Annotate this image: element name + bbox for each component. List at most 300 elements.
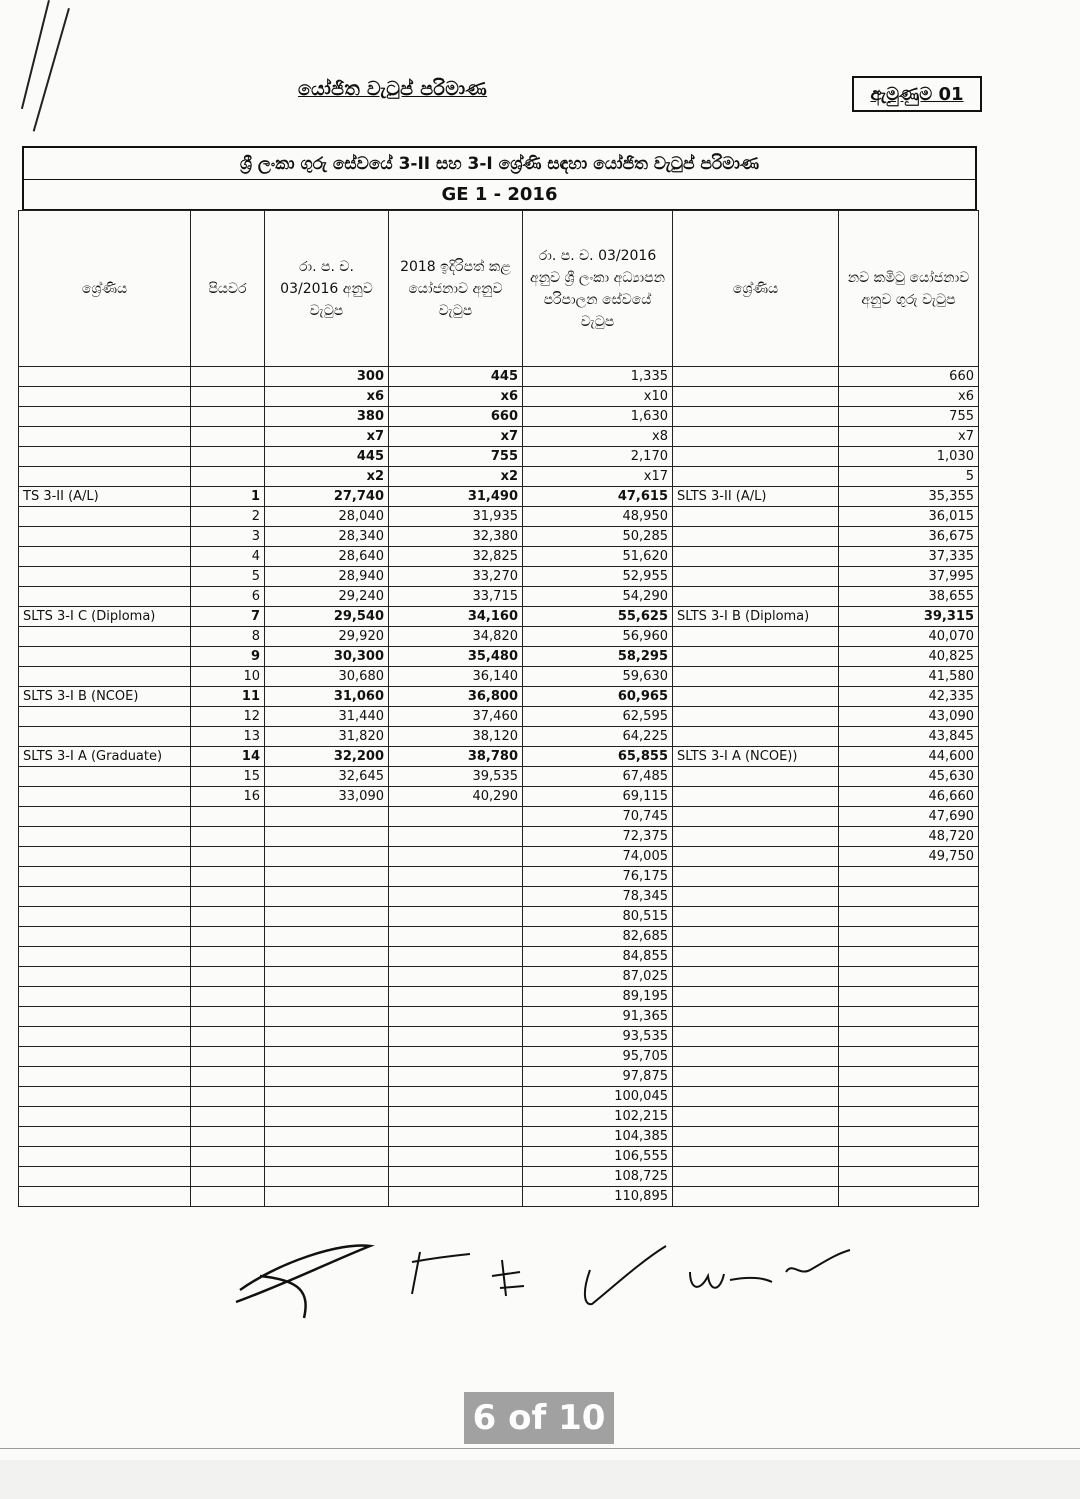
table-cell — [19, 847, 191, 867]
table-cell — [265, 1047, 389, 1067]
table-cell — [673, 787, 839, 807]
table-cell — [673, 807, 839, 827]
table-cell: x17 — [523, 467, 673, 487]
table-cell: 44,600 — [839, 747, 979, 767]
table-cell: 72,375 — [523, 827, 673, 847]
table-cell — [191, 807, 265, 827]
table-cell — [389, 1127, 523, 1147]
table-cell: 48,950 — [523, 507, 673, 527]
table-cell — [839, 1127, 979, 1147]
table-cell: 1,630 — [523, 407, 673, 427]
table-cell: TS 3-II (A/L) — [19, 487, 191, 507]
table-cell — [389, 847, 523, 867]
table-cell — [673, 1187, 839, 1207]
table-cell — [19, 947, 191, 967]
table-row — [19, 687, 979, 707]
table-cell — [389, 907, 523, 927]
table-cell — [673, 467, 839, 487]
table-cell — [389, 1087, 523, 1107]
table-cell — [673, 727, 839, 747]
table-cell — [839, 1067, 979, 1087]
table-cell: 67,485 — [523, 767, 673, 787]
table-cell: 4 — [191, 547, 265, 567]
table-cell — [19, 667, 191, 687]
table-cell — [839, 1087, 979, 1107]
table-cell — [673, 687, 839, 707]
table-cell — [265, 927, 389, 947]
table-cell: 100,045 — [523, 1087, 673, 1107]
table-cell: 89,195 — [523, 987, 673, 1007]
table-cell — [19, 1007, 191, 1027]
table-cell — [389, 1067, 523, 1087]
table-cell: 104,385 — [523, 1127, 673, 1147]
table-cell: x6 — [839, 387, 979, 407]
table-cell: x7 — [389, 427, 523, 447]
table-cell: 38,780 — [389, 747, 523, 767]
table-cell: 31,820 — [265, 727, 389, 747]
table-cell: 13 — [191, 727, 265, 747]
table-cell — [191, 1127, 265, 1147]
table-cell — [673, 967, 839, 987]
table-cell — [191, 827, 265, 847]
table-row — [19, 1167, 979, 1187]
table-cell: 58,295 — [523, 647, 673, 667]
header-slaes-salary: රා. ප. ච. 03/2016 අනුව ශ්‍රී ලංකා අධ්‍යාපන පරිපාලන සේවයේ වැටුප — [523, 211, 673, 367]
table-subtitle: GE 1 - 2016 — [22, 180, 977, 210]
table-cell: SLTS 3-I C (Diploma) — [19, 607, 191, 627]
table-cell — [673, 907, 839, 927]
table-cell: 38,120 — [389, 727, 523, 747]
table-cell — [265, 947, 389, 967]
table-cell: 14 — [191, 747, 265, 767]
table-cell: 45,630 — [839, 767, 979, 787]
table-cell — [19, 1087, 191, 1107]
table-cell — [19, 407, 191, 427]
table-cell: 70,745 — [523, 807, 673, 827]
table-cell: 29,240 — [265, 587, 389, 607]
table-cell — [839, 907, 979, 927]
table-cell: 300 — [265, 367, 389, 387]
table-cell: x7 — [265, 427, 389, 447]
table-cell — [19, 1167, 191, 1187]
table-cell — [191, 1107, 265, 1127]
table-cell: 33,090 — [265, 787, 389, 807]
table-cell: 27,740 — [265, 487, 389, 507]
table-cell — [191, 1087, 265, 1107]
table-cell: 37,995 — [839, 567, 979, 587]
table-row — [19, 907, 979, 927]
table-cell: 660 — [389, 407, 523, 427]
table-cell: 1,030 — [839, 447, 979, 467]
table-cell — [389, 1047, 523, 1067]
table-cell: 31,060 — [265, 687, 389, 707]
table-row — [19, 927, 979, 947]
table-row — [19, 647, 979, 667]
table-row — [19, 827, 979, 847]
table-cell: 2,170 — [523, 447, 673, 467]
table-cell — [19, 387, 191, 407]
table-cell — [673, 407, 839, 427]
table-cell: 52,955 — [523, 567, 673, 587]
table-cell: 36,140 — [389, 667, 523, 687]
table-cell — [839, 1167, 979, 1187]
page-footer-band — [0, 1460, 1080, 1499]
table-cell — [389, 1187, 523, 1207]
table-cell: 28,040 — [265, 507, 389, 527]
table-cell: 108,725 — [523, 1167, 673, 1187]
table-cell — [673, 527, 839, 547]
table-cell — [19, 587, 191, 607]
table-cell — [265, 1107, 389, 1127]
table-cell — [191, 387, 265, 407]
table-cell: 33,715 — [389, 587, 523, 607]
table-cell: 36,015 — [839, 507, 979, 527]
table-title: ශ්‍රී ලංකා ගුරු සේවයේ 3-II සහ 3-I ශ්‍රේණි සඳහා යෝජිත වැටුප් පරිමාණ — [22, 146, 977, 180]
table-cell — [673, 927, 839, 947]
table-cell — [839, 947, 979, 967]
table-cell — [673, 767, 839, 787]
table-cell — [265, 1067, 389, 1087]
table-cell — [265, 807, 389, 827]
table-cell — [191, 867, 265, 887]
table-cell — [191, 967, 265, 987]
table-cell: 37,460 — [389, 707, 523, 727]
table-cell: 87,025 — [523, 967, 673, 987]
table-header-row — [19, 211, 979, 367]
table-cell — [19, 807, 191, 827]
table-cell — [389, 1027, 523, 1047]
table-cell — [19, 1027, 191, 1047]
table-cell: 42,335 — [839, 687, 979, 707]
table-cell — [265, 1007, 389, 1027]
table-row — [19, 1047, 979, 1067]
table-cell: 755 — [839, 407, 979, 427]
table-row — [19, 667, 979, 687]
table-cell — [265, 1087, 389, 1107]
table-row — [19, 847, 979, 867]
table-cell — [19, 447, 191, 467]
table-cell: 49,750 — [839, 847, 979, 867]
table-cell: 46,660 — [839, 787, 979, 807]
divider — [0, 1448, 1080, 1449]
table-row — [19, 727, 979, 747]
table-cell: 660 — [839, 367, 979, 387]
table-cell: 106,555 — [523, 1147, 673, 1167]
table-cell — [19, 527, 191, 547]
table-cell: 35,480 — [389, 647, 523, 667]
table-cell — [191, 467, 265, 487]
table-cell: 29,920 — [265, 627, 389, 647]
table-cell: 34,160 — [389, 607, 523, 627]
table-cell: 10 — [191, 667, 265, 687]
table-cell: 12 — [191, 707, 265, 727]
table-cell: 15 — [191, 767, 265, 787]
table-cell: 95,705 — [523, 1047, 673, 1067]
table-cell — [265, 827, 389, 847]
table-row — [19, 1107, 979, 1127]
table-cell: SLTS 3-I A (NCOE)) — [673, 747, 839, 767]
table-cell — [19, 1187, 191, 1207]
table-cell — [389, 967, 523, 987]
table-cell: 3 — [191, 527, 265, 547]
table-row — [19, 587, 979, 607]
table-cell — [673, 647, 839, 667]
table-cell: 91,365 — [523, 1007, 673, 1027]
table-cell: 35,355 — [839, 487, 979, 507]
pen-stroke — [33, 8, 70, 132]
table-cell — [19, 867, 191, 887]
table-cell: 110,895 — [523, 1187, 673, 1207]
table-cell — [265, 967, 389, 987]
table-cell: 39,315 — [839, 607, 979, 627]
table-cell: 32,200 — [265, 747, 389, 767]
table-cell — [839, 1187, 979, 1207]
table-row — [19, 987, 979, 1007]
table-cell — [19, 1067, 191, 1087]
table-cell: 38,655 — [839, 587, 979, 607]
table-cell — [191, 1007, 265, 1027]
header-proposal-2018: 2018 ඉදිරිපත් කළ යෝජනාව අනුව වැටුප — [389, 211, 523, 367]
table-cell — [19, 887, 191, 907]
table-row — [19, 787, 979, 807]
table-cell — [19, 1047, 191, 1067]
table-cell — [19, 767, 191, 787]
table-cell — [191, 447, 265, 467]
table-cell: 64,225 — [523, 727, 673, 747]
table-cell — [265, 1167, 389, 1187]
table-cell: 31,490 — [389, 487, 523, 507]
table-cell: 2 — [191, 507, 265, 527]
table-cell: 54,290 — [523, 587, 673, 607]
table-cell — [191, 1047, 265, 1067]
table-cell — [389, 927, 523, 947]
table-row — [19, 1147, 979, 1167]
table-cell — [673, 447, 839, 467]
table-row — [19, 427, 979, 447]
table-cell: 56,960 — [523, 627, 673, 647]
table-cell — [839, 887, 979, 907]
table-cell: x10 — [523, 387, 673, 407]
table-cell — [19, 467, 191, 487]
table-cell: 445 — [389, 367, 523, 387]
table-cell: x2 — [265, 467, 389, 487]
table-cell: 33,270 — [389, 567, 523, 587]
table-cell: 78,345 — [523, 887, 673, 907]
table-cell — [265, 1147, 389, 1167]
document-title: යෝජිත වැටුප් පරිමාණ — [298, 78, 488, 100]
table-cell — [19, 967, 191, 987]
table-cell: 28,340 — [265, 527, 389, 547]
table-cell — [265, 1027, 389, 1047]
table-cell — [265, 887, 389, 907]
table-cell: SLTS 3-II (A/L) — [673, 487, 839, 507]
table-cell — [673, 507, 839, 527]
table-cell: 6 — [191, 587, 265, 607]
table-cell: 31,935 — [389, 507, 523, 527]
table-cell: 41,580 — [839, 667, 979, 687]
table-cell — [673, 1167, 839, 1187]
table-cell — [191, 1067, 265, 1087]
table-cell: 32,825 — [389, 547, 523, 567]
table-row — [19, 507, 979, 527]
table-cell: 51,620 — [523, 547, 673, 567]
table-cell: x8 — [523, 427, 673, 447]
table-cell — [673, 547, 839, 567]
table-cell: 36,675 — [839, 527, 979, 547]
table-cell: x6 — [389, 387, 523, 407]
table-cell — [265, 867, 389, 887]
table-cell: 97,875 — [523, 1067, 673, 1087]
table-cell — [673, 707, 839, 727]
header-grade: ශ්‍රේණිය — [19, 211, 191, 367]
table-cell: 43,845 — [839, 727, 979, 747]
table-cell — [191, 407, 265, 427]
table-row — [19, 1067, 979, 1087]
table-cell — [19, 727, 191, 747]
table-cell: 380 — [265, 407, 389, 427]
table-cell: 7 — [191, 607, 265, 627]
table-cell — [839, 927, 979, 947]
table-cell: 74,005 — [523, 847, 673, 867]
table-cell — [389, 807, 523, 827]
table-cell — [673, 1027, 839, 1047]
table-cell: 82,685 — [523, 927, 673, 947]
table-cell — [191, 987, 265, 1007]
table-cell — [19, 707, 191, 727]
table-cell — [673, 1107, 839, 1127]
table-cell — [839, 1007, 979, 1027]
table-cell: 32,380 — [389, 527, 523, 547]
table-cell — [673, 887, 839, 907]
table-cell: 47,690 — [839, 807, 979, 827]
annex-label: ඇමුණුම 01 — [852, 76, 982, 112]
table-cell: 8 — [191, 627, 265, 647]
table-cell — [191, 907, 265, 927]
table-cell — [191, 367, 265, 387]
table-cell — [673, 387, 839, 407]
table-row — [19, 867, 979, 887]
table-row — [19, 967, 979, 987]
table-cell — [839, 1027, 979, 1047]
table-cell — [19, 627, 191, 647]
table-cell — [673, 1087, 839, 1107]
table-cell — [19, 1147, 191, 1167]
table-row — [19, 367, 979, 387]
table-cell — [19, 1107, 191, 1127]
table-cell — [191, 1187, 265, 1207]
table-cell — [191, 887, 265, 907]
table-cell: SLTS 3-I A (Graduate) — [19, 747, 191, 767]
table-row — [19, 567, 979, 587]
table-cell — [191, 1167, 265, 1187]
table-cell — [389, 1167, 523, 1187]
table-cell: 40,825 — [839, 647, 979, 667]
page-indicator: 6 of 10 — [464, 1392, 614, 1444]
table-cell: 47,615 — [523, 487, 673, 507]
table-row — [19, 747, 979, 767]
table-cell: 5 — [191, 567, 265, 587]
table-row — [19, 1087, 979, 1107]
table-cell — [673, 367, 839, 387]
table-cell: x2 — [389, 467, 523, 487]
table-cell: 29,540 — [265, 607, 389, 627]
header-committee-salary: නව කමිටු යෝජනාව අනුව ගුරු වැටුප — [839, 211, 979, 367]
table-cell: 5 — [839, 467, 979, 487]
table-cell: SLTS 3-I B (NCOE) — [19, 687, 191, 707]
table-row — [19, 1007, 979, 1027]
table-cell — [673, 847, 839, 867]
table-cell — [389, 887, 523, 907]
table-row — [19, 547, 979, 567]
table-cell: 34,820 — [389, 627, 523, 647]
table-cell: 31,440 — [265, 707, 389, 727]
table-cell — [673, 867, 839, 887]
table-cell: 65,855 — [523, 747, 673, 767]
table-cell — [673, 427, 839, 447]
table-cell: 32,645 — [265, 767, 389, 787]
table-cell — [673, 987, 839, 1007]
table-cell — [389, 947, 523, 967]
table-cell — [19, 647, 191, 667]
table-cell — [673, 587, 839, 607]
table-cell — [673, 947, 839, 967]
table-cell: 28,640 — [265, 547, 389, 567]
table-row — [19, 467, 979, 487]
table-cell — [673, 1147, 839, 1167]
table-row — [19, 607, 979, 627]
table-cell — [389, 1107, 523, 1127]
table-row — [19, 387, 979, 407]
table-cell — [19, 427, 191, 447]
table-cell: 28,940 — [265, 567, 389, 587]
table-cell — [19, 787, 191, 807]
table-body — [19, 367, 979, 1207]
table-cell: 59,630 — [523, 667, 673, 687]
table-cell: 50,285 — [523, 527, 673, 547]
handwritten-signatures — [220, 1232, 860, 1322]
table-cell — [191, 947, 265, 967]
table-cell — [191, 847, 265, 867]
table-cell: 80,515 — [523, 907, 673, 927]
table-cell: 30,300 — [265, 647, 389, 667]
table-row — [19, 447, 979, 467]
table-cell — [839, 967, 979, 987]
table-cell — [191, 927, 265, 947]
table-cell: 36,800 — [389, 687, 523, 707]
table-row — [19, 807, 979, 827]
table-row — [19, 407, 979, 427]
table-row — [19, 947, 979, 967]
table-row — [19, 767, 979, 787]
table-cell: 40,070 — [839, 627, 979, 647]
table-cell: 84,855 — [523, 947, 673, 967]
table-cell — [839, 1107, 979, 1127]
table-cell — [389, 987, 523, 1007]
table-cell — [673, 1047, 839, 1067]
table-row — [19, 627, 979, 647]
table-cell — [389, 867, 523, 887]
table-cell: 11 — [191, 687, 265, 707]
table-cell — [265, 847, 389, 867]
table-row — [19, 527, 979, 547]
table-cell: 60,965 — [523, 687, 673, 707]
salary-table — [18, 210, 979, 1207]
table-row — [19, 887, 979, 907]
table-cell: 93,535 — [523, 1027, 673, 1047]
table-cell — [673, 667, 839, 687]
table-cell: x7 — [839, 427, 979, 447]
table-row — [19, 1127, 979, 1147]
